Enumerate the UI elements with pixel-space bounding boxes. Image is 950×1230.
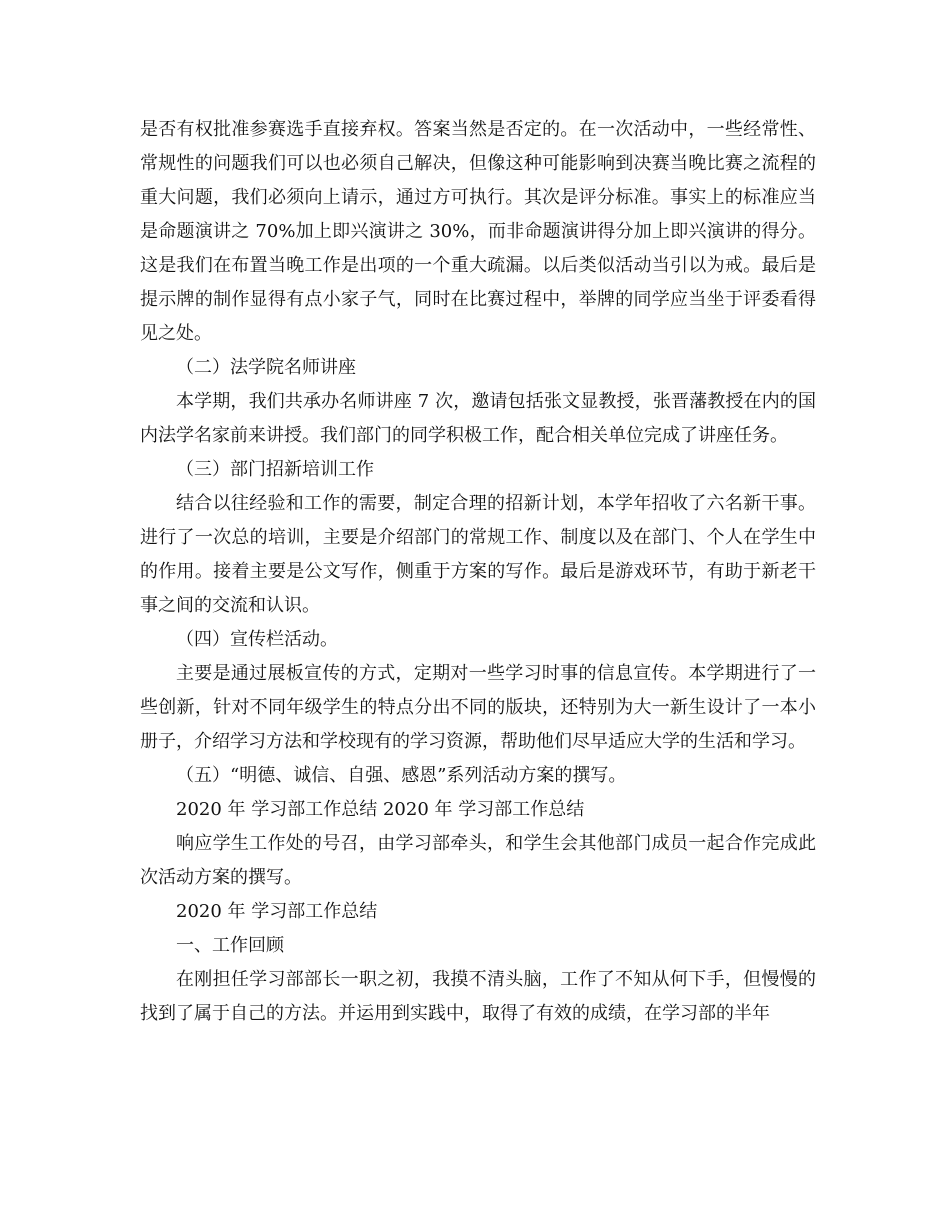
section-heading-campaign: （五）“明德、诚信、自强、感恩”系列活动方案的撰写。	[176, 765, 627, 786]
repeated-title-line: 2020 年 学习部工作总结 2020 年 学习部工作总结	[176, 799, 585, 820]
section-heading-recruitment: （三）部门招新培训工作	[176, 459, 374, 480]
section-heading-bulletin: （四）宣传栏活动。	[176, 629, 338, 650]
paragraph-lectures: 本学期，我们共承办名师讲座 7 次，邀请包括张文显教授，张晋藩教授在内的国内法学名家前来讲授。我们部门的同学积极工作，配合相关单位完成了讲座任务。	[140, 391, 816, 446]
document-body	[140, 113, 816, 1031]
paragraph-campaign: 响应学生工作处的号召，由学习部牵头，和学生会其他部门成员一起合作完成此次活动方案的撰写。	[140, 833, 816, 888]
section-heading-review: 一、工作回顾	[176, 935, 284, 956]
section-heading-lectures: （二）法学院名师讲座	[176, 357, 356, 378]
paragraph-review: 在刚担任学习部部长一职之初，我摸不清头脑，工作了不知从何下手，但慢慢的找到了属于自己的方法。并运用到实践中，取得了有效的成绩，在学习部的半年	[140, 969, 816, 1024]
paragraph-rules-review: 是否有权批准参赛选手直接弃权。答案当然是否定的。在一次活动中，一些经常性、常规性的问题我们可以也必须自己解决，但像这种可能影响到决赛当晚比赛之流程的重大问题，我们必须向上请示，通过方可执行。其次是评分标准。事实上的标准应当是命题演讲之 70%加上即兴演讲之 30%，而非命题演讲得分加上即兴演讲的得分。这是我们在布置当晚工作是出项的一个重大疏漏。以后类似活动当引以为戒。最后是提示牌的制作显得有点小家子气，同时在比赛过程中，举牌的同学应当坐于评委看得见之处。	[140, 119, 816, 344]
document-title: 2020 年 学习部工作总结	[176, 901, 378, 922]
paragraph-bulletin: 主要是通过展板宣传的方式，定期对一些学习时事的信息宣传。本学期进行了一些创新，针对不同年级学生的特点分出不同的版块，还特别为大一新生设计了一本小册子，介绍学习方法和学校现有的学习资源，帮助他们尽早适应大学的生活和学习。	[140, 663, 816, 752]
paragraph-recruitment: 结合以往经验和工作的需要，制定合理的招新计划，本学年招收了六名新干事。进行了一次总的培训，主要是介绍部门的常规工作、制度以及在部门、个人在学生中的作用。接着主要是公文写作，侧重于方案的写作。最后是游戏环节，有助于新老干事之间的交流和认识。	[140, 493, 816, 616]
